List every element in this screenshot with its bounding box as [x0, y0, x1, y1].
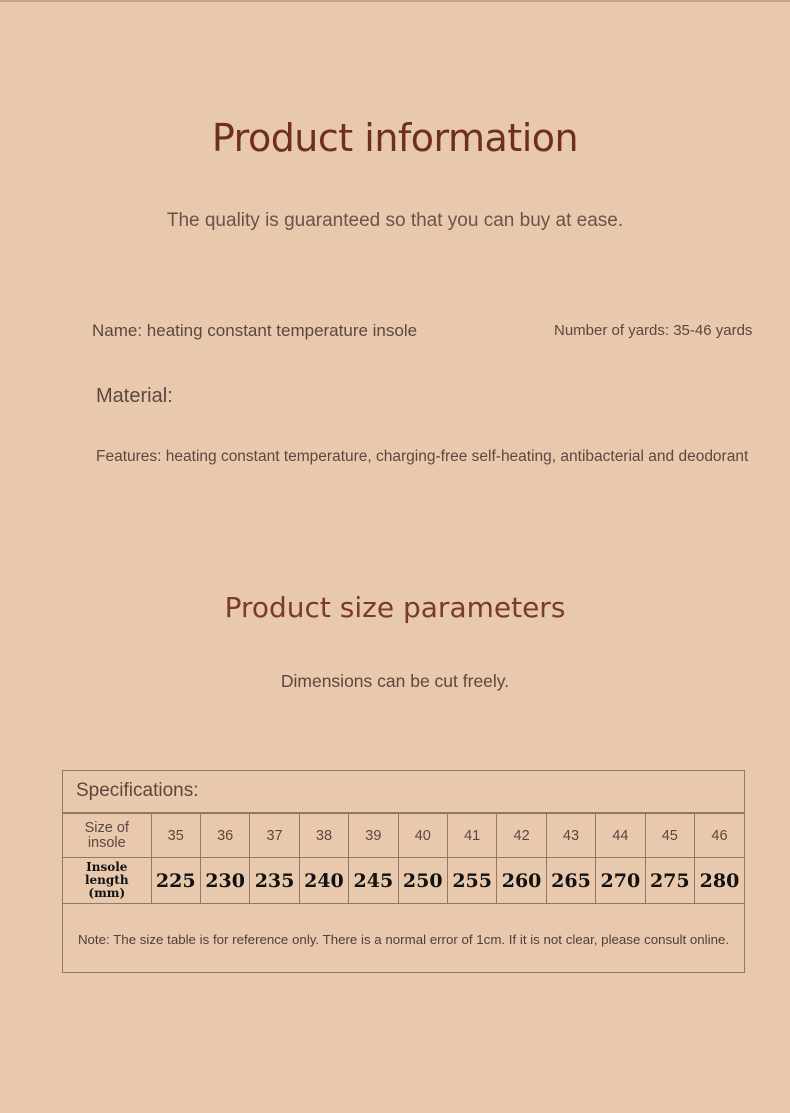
specifications-heading: Specifications:	[63, 771, 744, 813]
length-cell: 225	[151, 858, 200, 904]
size-cell: 38	[299, 814, 348, 858]
size-note: Note: The size table is for reference only. There is a normal error of 1cm. If it is not clear, please consult online.	[77, 932, 730, 947]
page-subtitle: The quality is guaranteed so that you can buy at ease.	[166, 210, 624, 231]
size-cell: 46	[695, 814, 745, 858]
size-grid	[63, 813, 744, 904]
size-cell: 37	[250, 814, 299, 858]
size-section-subtitle: Dimensions can be cut freely.	[280, 671, 510, 691]
size-cell: 40	[398, 814, 447, 858]
page-title: Product information	[211, 116, 579, 160]
size-cell: 45	[645, 814, 694, 858]
length-cell: 280	[695, 858, 745, 904]
length-cell: 260	[497, 858, 546, 904]
length-cell: 230	[200, 858, 249, 904]
top-divider	[0, 0, 790, 2]
size-cell: 41	[447, 814, 496, 858]
size-cell: 39	[349, 814, 398, 858]
length-label: Insole length (mm)	[63, 858, 151, 904]
length-cell: 240	[299, 858, 348, 904]
size-cell: 42	[497, 814, 546, 858]
length-cell: 235	[250, 858, 299, 904]
length-cell: 255	[447, 858, 496, 904]
size-label: Size of insole	[63, 814, 151, 858]
size-row	[63, 814, 744, 858]
length-cell: 275	[645, 858, 694, 904]
length-row	[63, 858, 744, 904]
size-section-title: Product size parameters	[224, 591, 566, 624]
length-cell: 250	[398, 858, 447, 904]
specifications-table	[62, 770, 745, 973]
length-cell: 270	[596, 858, 645, 904]
product-features: Features: heating constant temperature, charging-free self-heating, antibacterial and deodorant	[96, 448, 749, 465]
length-cell: 265	[546, 858, 595, 904]
product-material: Material:	[96, 385, 173, 407]
size-cell: 43	[546, 814, 595, 858]
length-cell: 245	[349, 858, 398, 904]
size-cell: 36	[200, 814, 249, 858]
product-yards: Number of yards: 35-46 yards	[554, 322, 753, 339]
size-cell: 35	[151, 814, 200, 858]
product-name: Name: heating constant temperature insole	[92, 321, 418, 340]
size-cell: 44	[596, 814, 645, 858]
